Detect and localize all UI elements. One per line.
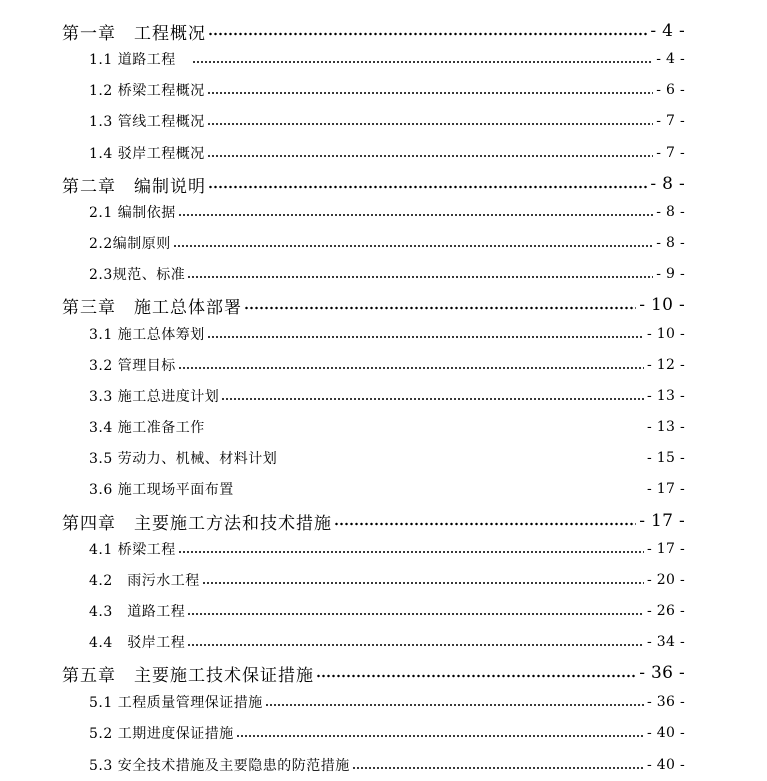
toc-entry-title: 3.6 施工现场平面布置 bbox=[89, 482, 234, 498]
toc-section-3-2[interactable] bbox=[89, 354, 685, 376]
dot-leader bbox=[187, 631, 644, 653]
toc-page-number: - 10 - bbox=[639, 295, 685, 315]
toc-section-3-5[interactable] bbox=[89, 447, 685, 469]
dot-leader bbox=[178, 354, 644, 376]
toc-section-2-1[interactable] bbox=[89, 201, 685, 223]
toc-chapter-2[interactable] bbox=[62, 173, 685, 195]
toc-entry-title: 2.1 编制依据 bbox=[89, 205, 176, 221]
toc-entry-title: 5.2 工期进度保证措施 bbox=[89, 726, 234, 742]
toc-chapter-1[interactable] bbox=[62, 20, 685, 42]
toc-page-number: - 13 - bbox=[647, 419, 685, 435]
toc-entry-title: 第三章 施工总体部署 bbox=[62, 297, 242, 316]
toc-page-number: - 12 - bbox=[647, 357, 685, 373]
toc-entry-title: 第二章 编制说明 bbox=[62, 176, 206, 195]
toc-section-1-3[interactable] bbox=[89, 110, 685, 132]
toc-section-2-3[interactable] bbox=[89, 263, 685, 285]
dot-leader bbox=[279, 447, 644, 469]
toc-section-4-4[interactable] bbox=[89, 631, 685, 653]
dot-leader bbox=[334, 510, 636, 532]
toc-section-5-3[interactable] bbox=[89, 754, 685, 776]
dot-leader bbox=[352, 754, 644, 776]
toc-entry-title: 1.4 驳岸工程概况 bbox=[89, 146, 205, 162]
toc-page-number: - 4 - bbox=[656, 51, 685, 67]
toc-page-number: - 36 - bbox=[639, 663, 685, 683]
toc-section-3-1[interactable] bbox=[89, 323, 685, 345]
toc-section-5-2[interactable] bbox=[89, 722, 685, 744]
toc-chapter-5[interactable] bbox=[62, 662, 685, 684]
toc-page-number: - 13 - bbox=[647, 388, 685, 404]
dot-leader bbox=[173, 232, 653, 254]
toc-chapter-4[interactable] bbox=[62, 510, 685, 532]
dot-leader bbox=[187, 263, 653, 285]
toc-section-3-3[interactable] bbox=[89, 385, 685, 407]
toc-section-3-6[interactable] bbox=[89, 478, 685, 500]
toc-page-number: - 17 - bbox=[639, 511, 685, 531]
toc-section-4-3[interactable] bbox=[89, 600, 685, 622]
dot-leader bbox=[316, 662, 636, 684]
toc-entry-title: 3.2 管理目标 bbox=[89, 358, 176, 374]
dot-leader bbox=[187, 600, 644, 622]
toc-entry-title: 5.1 工程质量管理保证措施 bbox=[89, 695, 263, 711]
toc-entry-title: 第四章 主要施工方法和技术措施 bbox=[62, 513, 332, 532]
dot-leader bbox=[207, 142, 654, 164]
toc-entry-title: 第五章 主要施工技术保证措施 bbox=[62, 665, 314, 684]
dot-leader bbox=[207, 110, 654, 132]
toc-section-3-4[interactable] bbox=[89, 416, 685, 438]
toc-page-number: - 8 - bbox=[650, 174, 685, 194]
toc-page-number: - 8 - bbox=[656, 204, 685, 220]
dot-leader bbox=[207, 323, 644, 345]
toc-entry-title: 4.1 桥梁工程 bbox=[89, 542, 176, 558]
toc-page-number: - 8 - bbox=[656, 235, 685, 251]
toc-entry-title: 3.1 施工总体筹划 bbox=[89, 327, 205, 343]
toc-page-number: - 9 - bbox=[656, 266, 685, 282]
toc-entry-title: 3.5 劳动力、机械、材料计划 bbox=[89, 451, 278, 467]
toc-page-number: - 7 - bbox=[656, 145, 685, 161]
toc-entry-title: 2.3规范、标准 bbox=[89, 267, 186, 283]
dot-leader bbox=[265, 691, 644, 713]
toc-entry-title: 2.2编制原则 bbox=[89, 236, 171, 252]
toc-section-1-2[interactable] bbox=[89, 79, 685, 101]
toc-entry-title: 1.1 道路工程 bbox=[89, 52, 191, 68]
toc-page-number: - 4 - bbox=[650, 21, 685, 41]
toc-chapter-3[interactable] bbox=[62, 294, 685, 316]
toc-page-number: - 34 - bbox=[647, 634, 685, 650]
toc-page-number: - 17 - bbox=[647, 481, 685, 497]
dot-leader bbox=[236, 478, 644, 500]
toc-entry-title: 5.3 安全技术措施及主要隐患的防范措施 bbox=[89, 758, 350, 774]
toc-entry-title: 1.2 桥梁工程概况 bbox=[89, 83, 205, 99]
toc-entry-title: 4.3 道路工程 bbox=[89, 604, 186, 620]
dot-leader bbox=[202, 569, 644, 591]
toc-section-5-1[interactable] bbox=[89, 691, 685, 713]
toc-entry-title: 第一章 工程概况 bbox=[62, 23, 206, 42]
toc-page-number: - 15 - bbox=[647, 450, 685, 466]
toc-entry-title: 1.3 管线工程概况 bbox=[89, 114, 205, 130]
dot-leader bbox=[207, 79, 654, 101]
dot-leader bbox=[192, 48, 653, 70]
toc-section-4-1[interactable] bbox=[89, 538, 685, 560]
toc-section-1-4[interactable] bbox=[89, 142, 685, 164]
dot-leader bbox=[178, 201, 654, 223]
toc-page-number: - 7 - bbox=[656, 113, 685, 129]
toc-page-number: - 36 - bbox=[647, 694, 685, 710]
dot-leader bbox=[207, 416, 644, 438]
toc-page-number: - 6 - bbox=[656, 82, 685, 98]
dot-leader bbox=[236, 722, 644, 744]
toc-page-number: - 10 - bbox=[647, 326, 685, 342]
toc-entry-title: 4.2 雨污水工程 bbox=[89, 573, 200, 589]
toc-entry-title: 3.4 施工准备工作 bbox=[89, 420, 205, 436]
toc-page-number: - 40 - bbox=[647, 725, 685, 741]
dot-leader bbox=[244, 294, 636, 316]
toc-section-2-2[interactable] bbox=[89, 232, 685, 254]
toc-entry-title: 3.3 施工总进度计划 bbox=[89, 389, 220, 405]
toc-page-number: - 26 - bbox=[647, 603, 685, 619]
dot-leader bbox=[221, 385, 644, 407]
dot-leader bbox=[208, 20, 647, 42]
toc-section-1-1[interactable] bbox=[89, 48, 685, 70]
dot-leader bbox=[178, 538, 644, 560]
toc-page-number: - 17 - bbox=[647, 541, 685, 557]
toc-page-number: - 40 - bbox=[647, 757, 685, 773]
toc-page-number: - 20 - bbox=[647, 572, 685, 588]
dot-leader bbox=[208, 173, 647, 195]
toc-entry-title: 4.4 驳岸工程 bbox=[89, 635, 186, 651]
toc-section-4-2[interactable] bbox=[89, 569, 685, 591]
